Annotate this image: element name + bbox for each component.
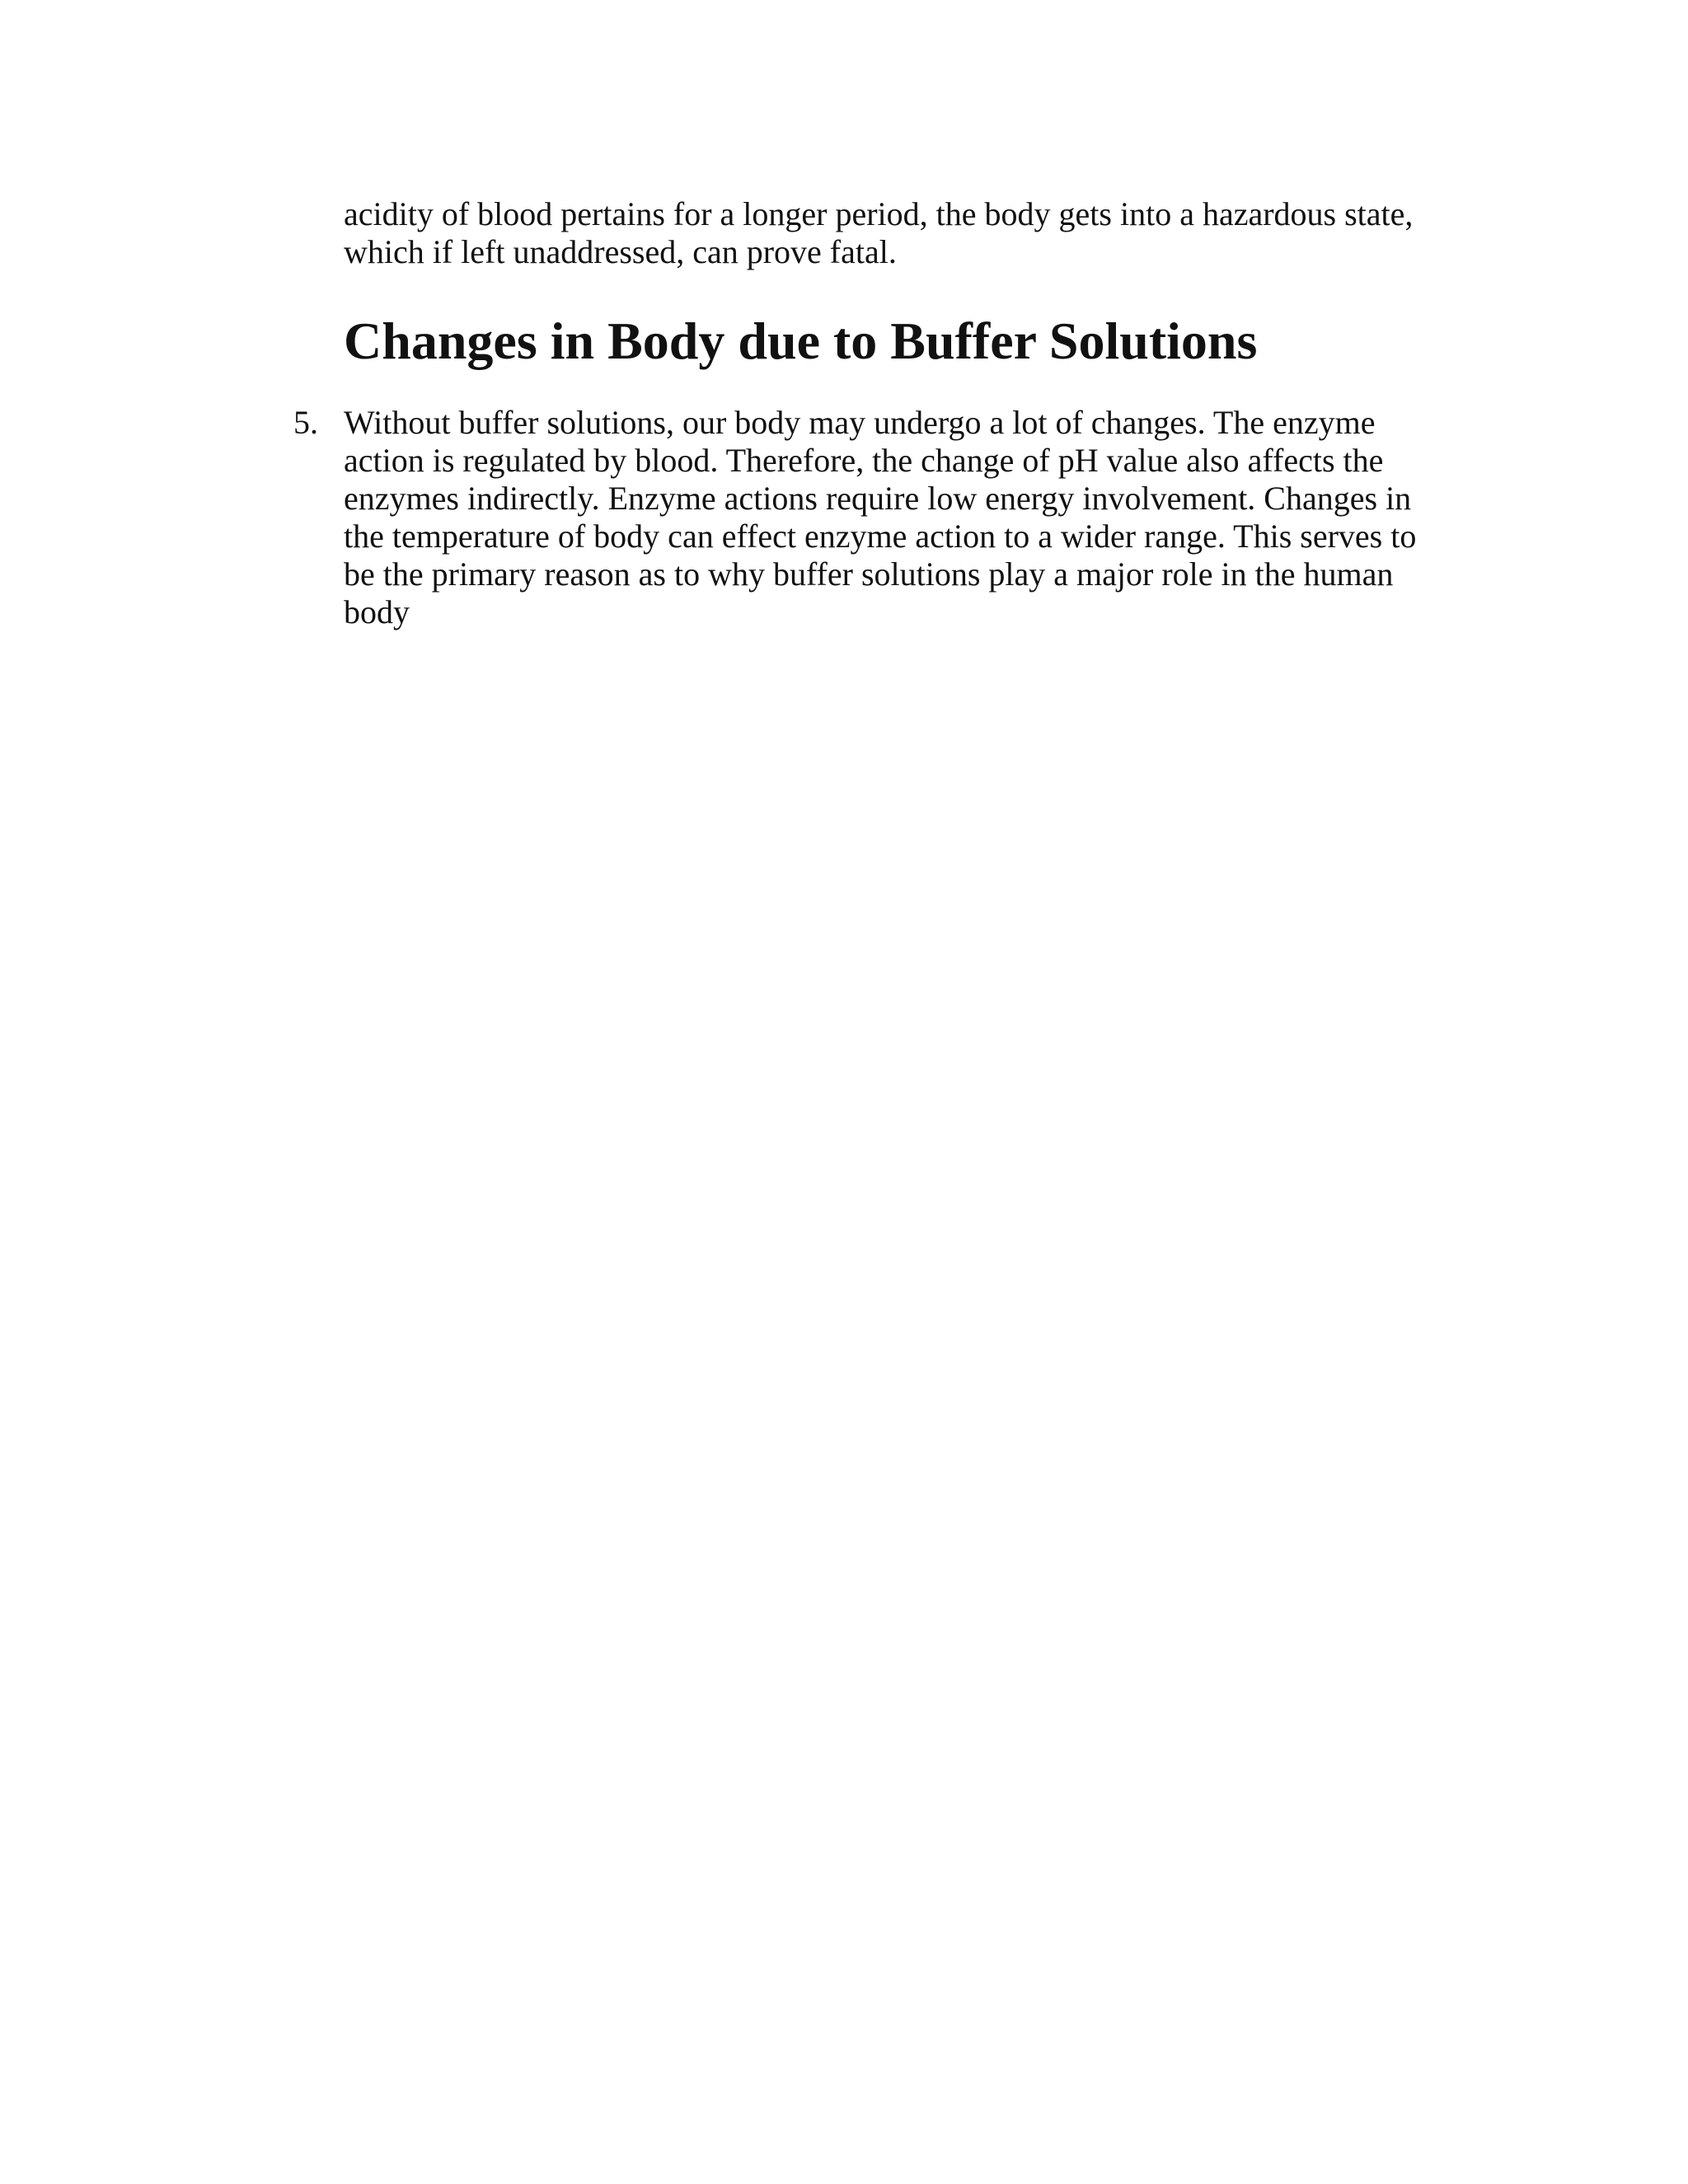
paragraph-line: acidity of blood pertains for a longer period, the body gets into a hazardous state, xyxy=(344,195,1414,232)
list-item-line: action is regulated by blood. Therefore, the change of pH value also affects the xyxy=(344,442,1384,479)
list-item-line: body xyxy=(344,593,410,630)
list-item-line: the temperature of body can effect enzyme action to a wider range. This serves to xyxy=(344,518,1417,555)
list-item-text xyxy=(344,404,1432,631)
continued-paragraph xyxy=(344,195,1432,271)
list-item-number: 5. xyxy=(293,404,318,441)
section-heading: Changes in Body due to Buffer Solutions xyxy=(344,312,1258,370)
list-item-line: Without buffer solutions, our body may undergo a lot of changes. The enzyme xyxy=(344,404,1376,441)
list-item-line: enzymes indirectly. Enzyme actions require low energy involvement. Changes in xyxy=(344,480,1412,517)
list-item-line: be the primary reason as to why buffer solutions play a major role in the human xyxy=(344,555,1394,593)
paragraph-line: which if left unaddressed, can prove fatal. xyxy=(344,233,897,270)
